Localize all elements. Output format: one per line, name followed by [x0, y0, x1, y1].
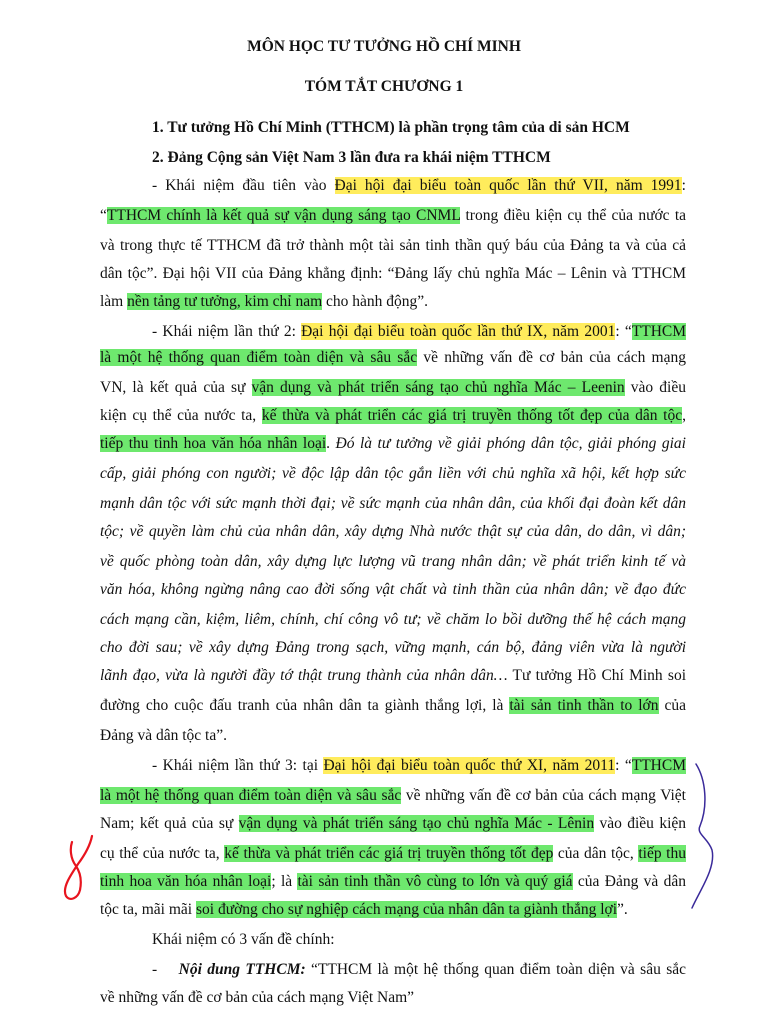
p4-line-2: về những vấn đề cơ bản của cách mạng Việt Nam”: [100, 989, 415, 1006]
p2-line-2: là một hệ thống quan điểm toàn diện và sâu sắc về những vấn đề cơ bản của cách mạng: [100, 349, 686, 366]
p3-line-1: - Khái niệm lần thứ 3: tại Đại hội đại biểu toàn quốc thứ XI, năm 2011: “TTHCM: [152, 757, 686, 774]
p2-line-8: tộc; về quyền làm chủ của nhân dân, xây dựng Nhà nước thật sự của dân, do dân, vì dân;: [100, 523, 686, 540]
heading-2: 2. Đảng Cộng sản Việt Nam 3 lần đưa ra khái niệm TTHCM: [152, 149, 551, 166]
purple-bracket: [692, 764, 713, 908]
p1-line-4: dân tộc”. Đại hội VII của Đảng khẳng định: “Đảng lấy chủ nghĩa Mác – Lênin và TTHCM: [100, 265, 686, 282]
doc-subtitle: TÓM TẮT CHƯƠNG 1: [304, 78, 464, 95]
p2-line-9: về quốc phòng toàn dân, xây dựng lực lượng vũ trang nhân dân; về phát triển kinh tế và: [100, 553, 686, 570]
p2-line-12: cho đời sau; về xây dựng Đảng trong sạch, vững mạnh, cán bộ, đảng viên vừa là người: [100, 639, 686, 656]
highlight-congress-vii: Đại hội đại biểu toàn quốc lần thứ VII, năm 1991: [334, 177, 682, 194]
p1-line-2: “TTHCM chính là kết quả sự vận dụng sáng tạo CNML trong điều kiện cụ thể của nước ta: [100, 207, 687, 224]
highlight-foundation: nền tảng tư tưởng, kim chỉ nam: [127, 293, 323, 310]
p2-line-11: cách mạng cần, kiệm, liêm, chính, chí công vô tư; về chăm lo bồi dưỡng thế hệ cách mạng: [100, 611, 686, 628]
p3-line-2: là một hệ thống quan điểm toàn diện và sâu sắc về những vấn đề cơ bản của cách mạng Việt: [100, 787, 686, 804]
p2-line-5: tiếp thu tinh hoa văn hóa nhân loại. Đó là tư tưởng về giải phóng dân tộc, giải phóng giai: [100, 435, 686, 452]
p3-line-4: cụ thể của nước ta, kế thừa và phát triển các giá trị truyền thống tốt đẹp của dân tộc, tiếp thu: [100, 845, 686, 862]
p3-line-3: Nam; kết quả của sự vận dụng và phát triển sáng tạo chủ nghĩa Mác - Lênin vào điều kiện: [100, 815, 686, 832]
p2-line-4: kiện cụ thể của nước ta, kế thừa và phát triển các giá trị truyền thống tốt đẹp của dân tộc,: [100, 407, 686, 424]
doc-title: MÔN HỌC TƯ TƯỞNG HỒ CHÍ MINH: [247, 38, 521, 55]
p3-line-6: tộc ta, mãi mãi soi đường cho sự nghiệp cách mạng của nhân dân ta giành thắng lợi”.: [100, 901, 628, 918]
p4-line-1: - Nội dung TTHCM: “TTHCM là một hệ thống quan điểm toàn diện và sâu sắc: [152, 961, 686, 978]
p2-line-14: đường cho cuộc đấu tranh của nhân dân ta giành thắng lợi, là tài sản tinh thần to lớn của: [100, 697, 687, 714]
red-x-mark: [65, 836, 92, 899]
p1-line-5: làm nền tảng tư tưởng, kim chỉ nam cho hành động”.: [100, 293, 429, 310]
p2-line-6: cấp, giải phóng con người; về độc lập dân tộc gắn liền với chủ nghĩa xã hội, kết hợp sức: [100, 465, 686, 482]
p3-line-5: tinh hoa văn hóa nhân loại; là tài sản tinh thần vô cùng to lớn và quý giá của Đảng và dân: [100, 873, 686, 890]
p1-line-1: - Khái niệm đầu tiên vào Đại hội đại biểu toàn quốc lần thứ VII, năm 1991:: [152, 177, 686, 194]
p2-line-15: Đảng và dân tộc ta”.: [100, 727, 227, 744]
p2-line-7: mạnh dân tộc với sức mạnh thời đại; về sức mạnh của nhân dân, của khối đại đoàn kết dân: [100, 495, 686, 512]
highlight-congress-ix: Đại hội đại biểu toàn quốc lần thứ IX, năm 2001: [301, 323, 616, 340]
highlight-definition-1: TTHCM chính là kết quả sự vận dụng sáng tạo CNML: [106, 207, 461, 224]
p1-line-3: và trong thực tế TTHCM đã trở thành một tài sản tinh thần quý báu của Đảng ta và của cả: [100, 237, 686, 254]
p2-line-1: - Khái niệm lần thứ 2: Đại hội đại biểu toàn quốc lần thứ IX, năm 2001: “TTHCM: [152, 323, 687, 340]
p4-intro: Khái niệm có 3 vấn đề chính:: [152, 931, 335, 948]
highlight-congress-xi: Đại hội đại biểu toàn quốc thứ XI, năm 2011: [323, 757, 616, 774]
p2-line-3: VN, là kết quả của sự vận dụng và phát triển sáng tạo chủ nghĩa Mác – Leenin vào điều: [100, 379, 686, 396]
p2-line-10: văn hóa, không ngừng nâng cao đời sống vật chất và tinh thần của nhân dân; về đạo đức: [100, 581, 686, 598]
heading-1: 1. Tư tưởng Hồ Chí Minh (TTHCM) là phần trọng tâm của di sản HCM: [152, 119, 630, 136]
p2-line-13: lãnh đạo, vừa là người đầy tớ thật trung thành của nhân dân… Tư tưởng Hồ Chí Minh soi: [100, 667, 687, 684]
